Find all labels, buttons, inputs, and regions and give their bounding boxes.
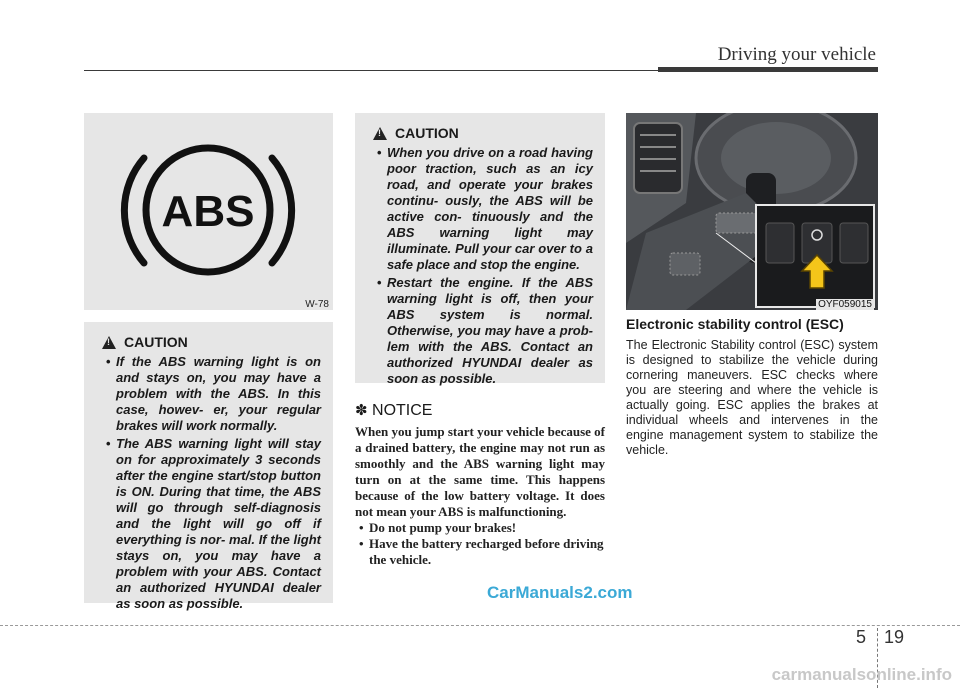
notice-section [355, 401, 605, 568]
section-number: 5 [856, 627, 867, 647]
esc-switch-photo [626, 113, 878, 310]
caution-item: • Restart the engine. If the ABS warning light is off, then your ABS system is normal. Otherwise, you may have a prob- lem with the ABS. Contact an authorized HYUNDAI dealer as soon as possible. [373, 275, 593, 387]
header-rule-thick [658, 67, 878, 72]
notice-heading-text: NOTICE [372, 402, 433, 419]
header-rule [84, 70, 664, 71]
watermark-link[interactable]: CarManuals2.com [487, 583, 633, 602]
notice-item: • Do not pump your brakes! [355, 520, 605, 536]
notice-star-icon: ✽ [355, 402, 368, 419]
caution-box-left [84, 322, 333, 611]
running-header: Driving your vehicle [717, 44, 876, 65]
abs-warning-figure [84, 113, 333, 310]
caution-list [102, 354, 321, 612]
page-number: 19 [884, 627, 905, 647]
caution-list [373, 145, 593, 387]
esc-paragraph: The Electronic Stability control (ESC) system is designed to stabilize the vehicle during cornering maneuvers. ESC checks where you are steering and where the vehicle is actually going. ESC applies the brakes at individual wheels and intervenes in the engine management system to stabilize the vehicle. [626, 338, 878, 457]
caution-item: • When you drive on a road having poor traction, such as an icy road, and operate your brakes continu- ously, the ABS will be active con- tinuously and the ABS warning light may illuminate. Pull your car over to a safe place and stop the engine. [373, 145, 593, 273]
caution-heading-text: CAUTION [124, 334, 188, 350]
abs-symbol-text: ABS [161, 187, 255, 236]
esc-photo-illustration [626, 113, 878, 310]
esc-heading: Electronic stability control (ESC) [626, 316, 844, 332]
caution-heading [373, 125, 593, 141]
figure-code: OYF059015 [818, 299, 872, 310]
notice-item: • Have the battery recharged before driving the vehicle. [355, 536, 605, 568]
abs-warning-icon [84, 113, 333, 310]
caution-item: • If the ABS warning light is on and stays on, you may have a problem with the ABS. In this case, howev- er, your regular brakes will work normally. [102, 354, 321, 434]
notice-heading [355, 401, 605, 420]
caution-heading-text: CAUTION [395, 125, 459, 141]
figure-code: W-78 [305, 299, 329, 310]
warning-triangle-icon [102, 336, 116, 349]
notice-list [355, 520, 605, 568]
esc-section [626, 316, 878, 458]
caution-heading [102, 334, 321, 350]
caution-box-middle [355, 113, 605, 386]
footer-site-watermark: carmanualsonline.info [771, 665, 952, 684]
notice-body: When you jump start your vehicle because of a drained battery, the engine may not run as smoothly and the ABS warning light may turn on at the same time. This happens because of the low battery voltage. It does not mean your ABS is malfunctioning. [355, 424, 606, 519]
footer-rule [0, 625, 960, 626]
warning-triangle-icon [373, 127, 387, 140]
caution-item: • The ABS warning light will stay on for approximately 3 seconds after the engine start/stop button is ON. During that time, the ABS will go through self-diagnosis and the light will go off if everything is nor- mal. If the light stays on, you may have a problem with your ABS. Contact an authorized HYUNDAI dealer as soon as possible. [102, 436, 321, 612]
